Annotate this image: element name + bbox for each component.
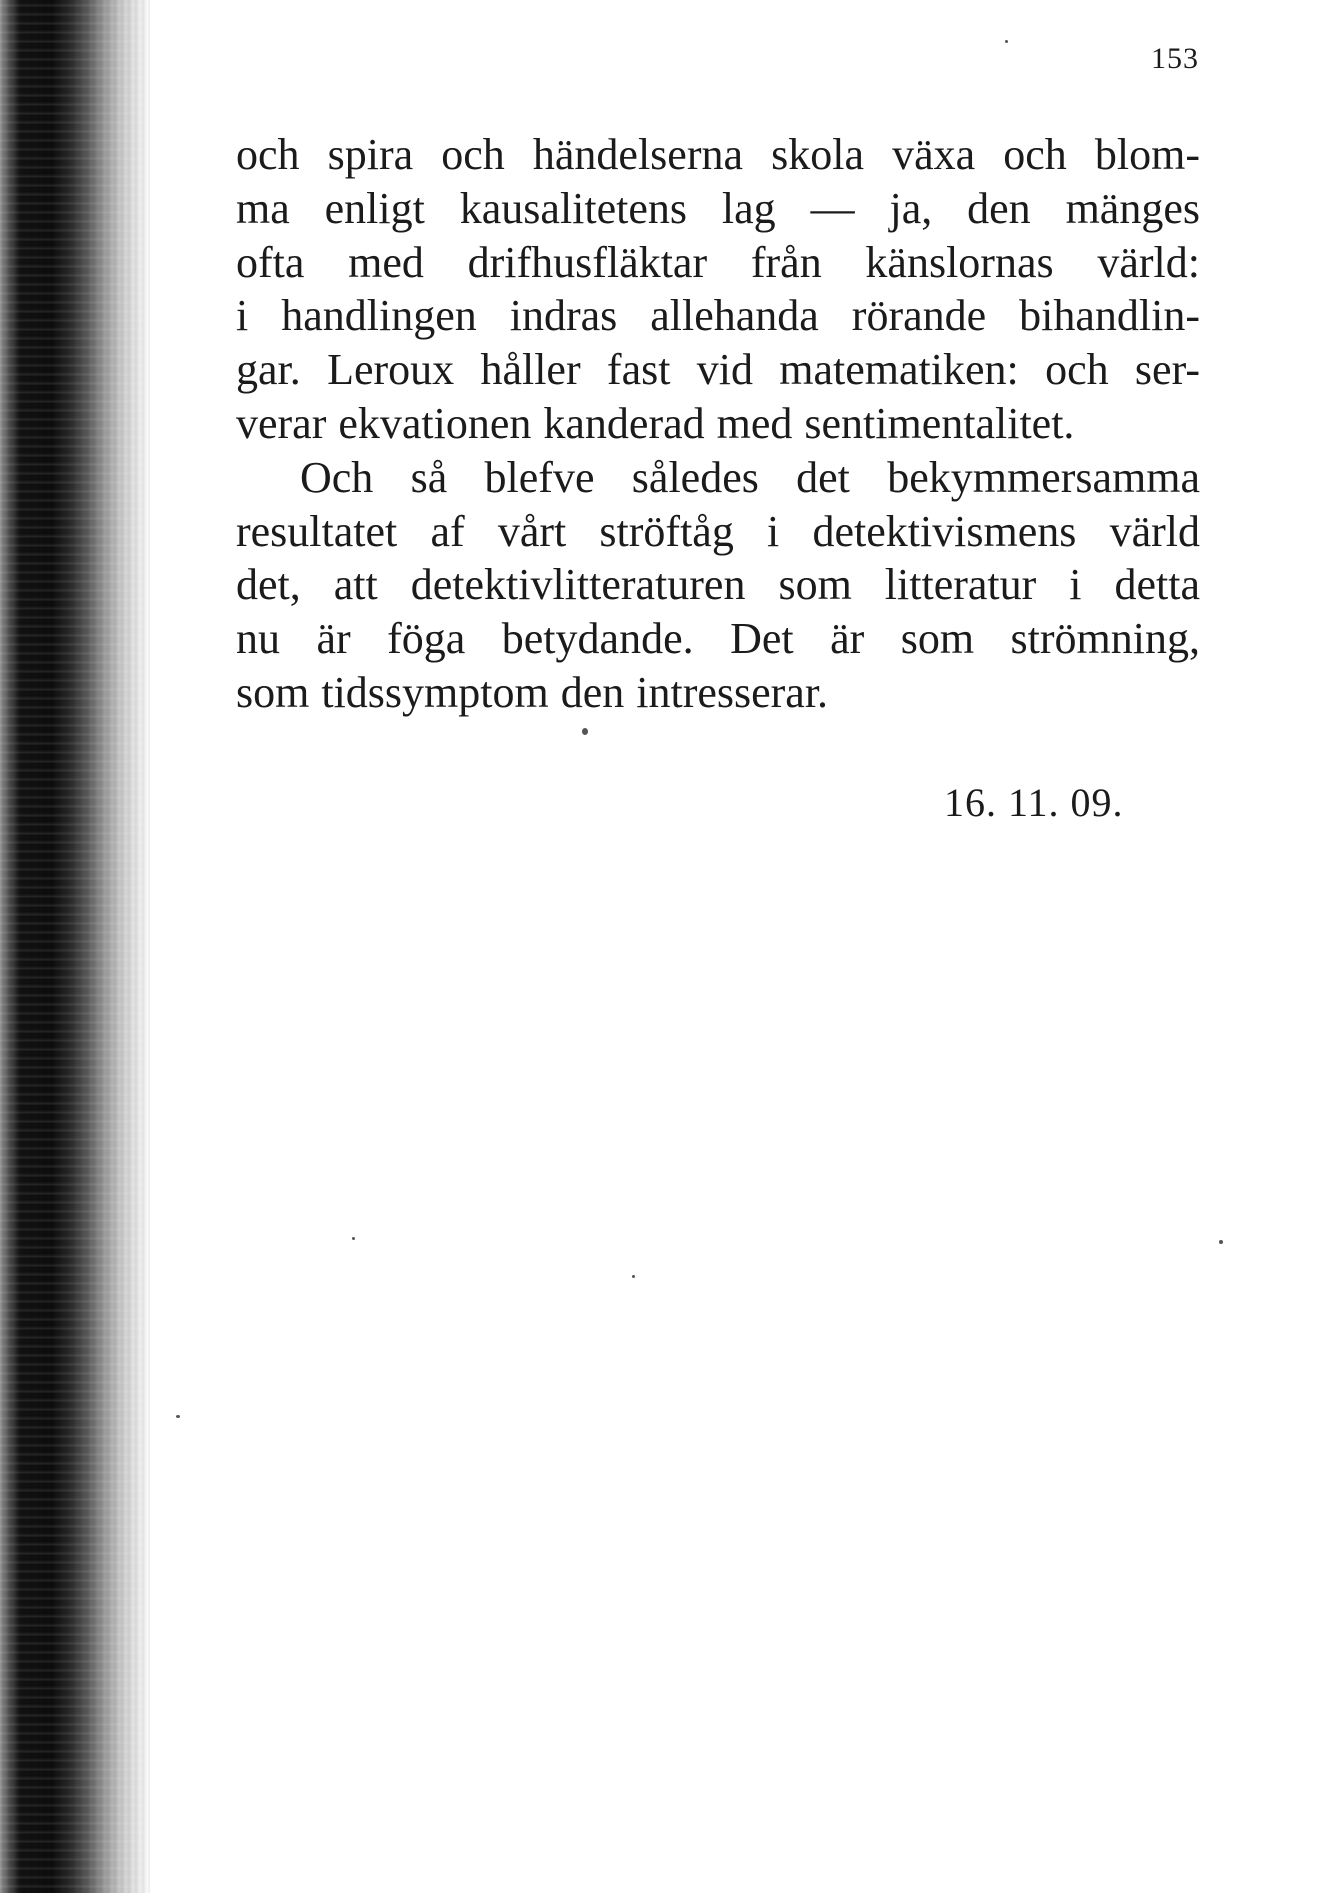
scan-speck: [1219, 1240, 1223, 1244]
text-line: ofta med drifhusfläktar från känslornas värld:: [236, 237, 1200, 287]
text-line: det, att detektivlitteraturen som litteratur i detta: [236, 560, 1200, 610]
page-number: 153: [1151, 42, 1199, 75]
text-line: ma enligt kausalitetens lag — ja, den mänges: [236, 183, 1200, 233]
text-line: nu är föga betydande. Det är som strömning,: [236, 614, 1200, 664]
text-line: som tidssymptom den intresserar.: [236, 667, 829, 717]
text-line: i handlingen indras allehanda rörande bihandlin-: [236, 291, 1200, 341]
scan-speck: [582, 728, 588, 735]
scan-speck: [632, 1275, 635, 1278]
paragraph-first-line: Och så blefve således det bekymmersamma: [300, 452, 1200, 502]
scan-speck: [352, 1237, 355, 1240]
binding-gutter: [0, 0, 150, 1893]
text-line: och spira och händelserna skola växa och blom-: [236, 130, 1200, 179]
body-text: [236, 128, 1200, 720]
text-line: verar ekvationen kanderad med sentimentalitet.: [236, 398, 1075, 448]
scan-speck: [176, 1415, 180, 1418]
date-signature: 16. 11. 09.: [944, 780, 1124, 825]
text-line: gar. Leroux håller fast vid matematiken: och ser-: [236, 345, 1200, 395]
text-line: resultatet af vårt ströftåg i detektivismens värld: [236, 506, 1200, 556]
scan-speck: [1005, 40, 1008, 43]
